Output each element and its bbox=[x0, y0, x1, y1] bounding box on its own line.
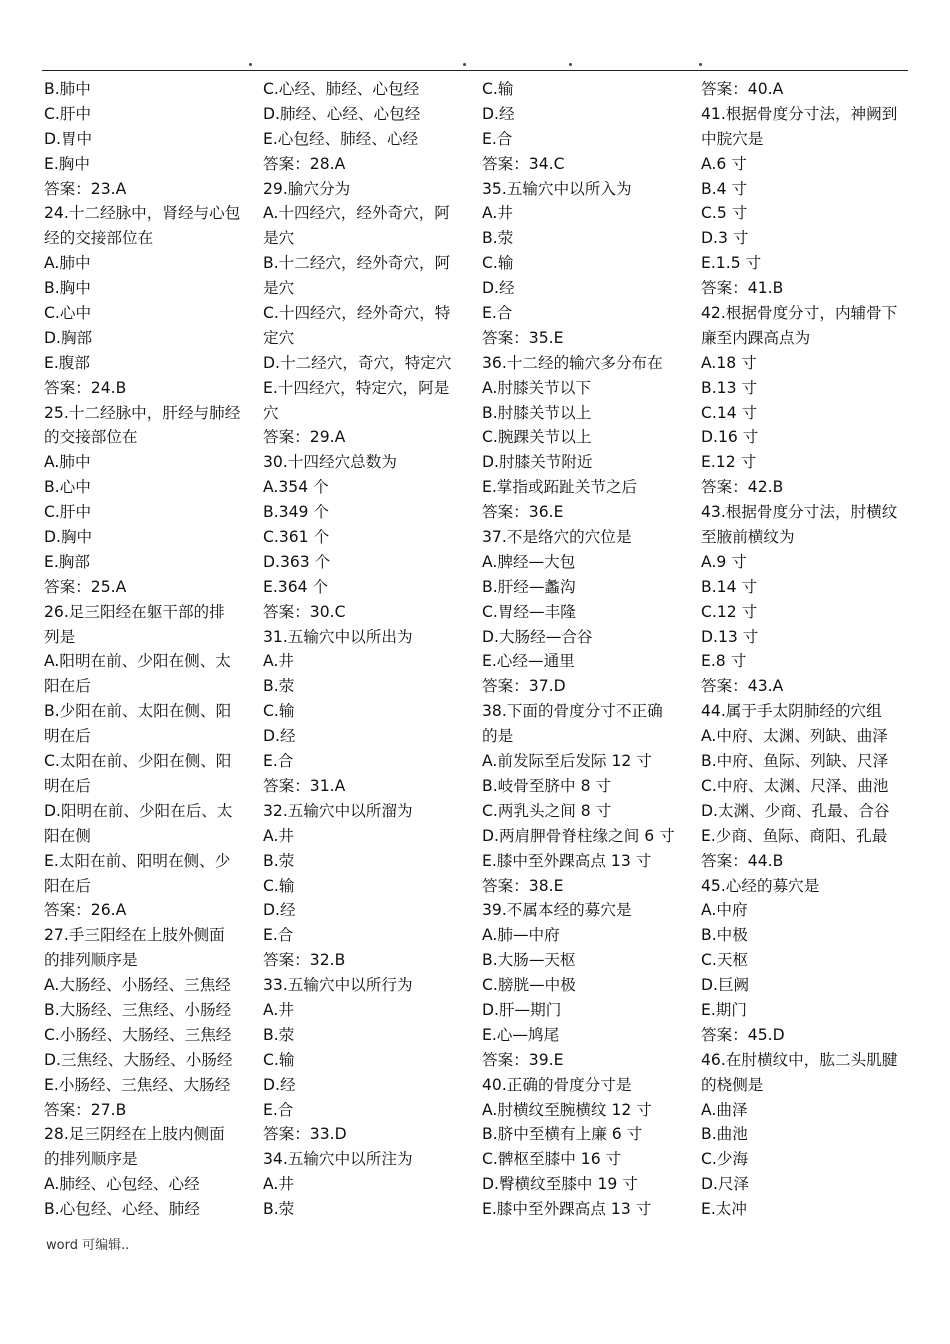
text-line: 44.属于手太阴肺经的穴组 bbox=[701, 702, 882, 721]
text-line: 答案：41.B bbox=[701, 279, 784, 298]
text-line: A.9 寸 bbox=[701, 552, 747, 571]
text-line: B.荥 bbox=[263, 851, 295, 870]
text-line: 答案：32.B bbox=[263, 951, 346, 970]
text-line: D.臀横纹至膝中 19 寸 bbox=[482, 1175, 638, 1194]
text-line: B.岐骨至脐中 8 寸 bbox=[482, 776, 612, 795]
text-line: B.14 寸 bbox=[701, 577, 758, 596]
header-dot bbox=[699, 63, 702, 66]
text-line: E.合 bbox=[482, 129, 513, 148]
page-footer: word 可编辑.. bbox=[46, 1238, 130, 1253]
text-line: D.经 bbox=[482, 104, 515, 123]
text-line: E.十四经穴，特定穴，阿是 bbox=[263, 378, 450, 397]
text-line: E.胸部 bbox=[44, 552, 90, 571]
text-line: E.掌指或跖趾关节之后 bbox=[482, 478, 638, 497]
text-line: B.荥 bbox=[263, 1200, 295, 1219]
text-line: D.胸部 bbox=[44, 328, 93, 347]
header-rule bbox=[42, 70, 908, 71]
text-line: D.经 bbox=[263, 727, 296, 746]
text-line: A.井 bbox=[263, 652, 294, 671]
text-line: C.太阳在前、少阳在侧、阳 bbox=[44, 752, 232, 771]
text-line: B.心中 bbox=[44, 478, 91, 497]
text-line: B.大肠—天枢 bbox=[482, 951, 576, 970]
text-line: C.心经、肺经、心包经 bbox=[263, 80, 420, 98]
text-line: D.经 bbox=[263, 901, 296, 920]
text-line: 的是 bbox=[482, 727, 514, 746]
text-line: D.363 个 bbox=[263, 552, 331, 571]
text-line: B.4 寸 bbox=[701, 179, 748, 198]
text-line: 阳在后 bbox=[44, 876, 91, 895]
text-line: 明在后 bbox=[44, 776, 91, 795]
text-line: C.膀胱—中极 bbox=[482, 976, 576, 995]
text-line: 24.十二经脉中，肾经与心包 bbox=[44, 204, 241, 223]
text-line: C.肝中 bbox=[44, 104, 92, 123]
text-line: A.曲泽 bbox=[701, 1100, 748, 1119]
text-line: B.中府、鱼际、列缺、尺泽 bbox=[701, 752, 889, 771]
text-line: B.中极 bbox=[701, 926, 748, 945]
page-columns bbox=[44, 77, 910, 1222]
text-line: B.心包经、心经、肺经 bbox=[44, 1200, 200, 1219]
text-line: D.16 寸 bbox=[701, 428, 759, 447]
text-line: C.胃经—丰隆 bbox=[482, 602, 576, 621]
text-line: 阳在后 bbox=[44, 677, 91, 696]
text-line: B.大肠经、三焦经、小肠经 bbox=[44, 1000, 232, 1019]
text-line: B.少阳在前、太阳在侧、阳 bbox=[44, 702, 232, 721]
text-line: A.中府 bbox=[701, 901, 748, 920]
text-line: 32.五输穴中以所溜为 bbox=[263, 801, 413, 820]
text-line: 35.五输穴中以所入为 bbox=[482, 179, 632, 198]
text-line: 穴 bbox=[263, 403, 279, 422]
text-line: 答案：33.D bbox=[263, 1125, 347, 1144]
text-line: 至腋前横纹为 bbox=[701, 528, 795, 547]
text-line: A.前发际至后发际 12 寸 bbox=[482, 752, 652, 771]
text-line: C.12 寸 bbox=[701, 602, 758, 621]
text-line: 答案：36.E bbox=[482, 503, 564, 522]
text-line: C.输 bbox=[263, 702, 295, 721]
text-line: C.输 bbox=[263, 1050, 295, 1069]
text-line: 定穴 bbox=[263, 328, 295, 347]
text-line: C.少海 bbox=[701, 1150, 749, 1169]
text-line: A.肺中 bbox=[44, 254, 91, 273]
text-line: 明在后 bbox=[44, 727, 91, 746]
text-line: B.曲池 bbox=[701, 1125, 748, 1144]
text-line: 是穴 bbox=[263, 229, 295, 248]
text-line: E.12 寸 bbox=[701, 453, 757, 472]
text-line: E.腹部 bbox=[44, 353, 90, 372]
text-line: A.肘横纹至腕横纹 12 寸 bbox=[482, 1100, 652, 1119]
column-2 bbox=[263, 77, 482, 1222]
text-line: B.脐中至横有上廉 6 寸 bbox=[482, 1125, 643, 1144]
text-line: 答案：23.A bbox=[44, 179, 127, 198]
text-line: 31.五输穴中以所出为 bbox=[263, 627, 413, 646]
text-line: C.十四经穴，经外奇穴，特 bbox=[263, 304, 451, 323]
text-line: E.心—鸠尾 bbox=[482, 1025, 560, 1044]
text-line: D.太渊、少商、孔最、合谷 bbox=[701, 801, 890, 820]
text-line: C.输 bbox=[263, 876, 295, 895]
text-line: A.18 寸 bbox=[701, 353, 757, 372]
text-line: 的排列顺序是 bbox=[44, 1150, 138, 1169]
text-line: B.肺中 bbox=[44, 80, 91, 98]
text-line: C.腕踝关节以上 bbox=[482, 428, 592, 447]
text-line: 的桡侧是 bbox=[701, 1075, 764, 1094]
header-dot bbox=[249, 63, 252, 66]
text-line: A.井 bbox=[263, 826, 294, 845]
text-line: C.输 bbox=[482, 80, 514, 98]
text-line: 37.不是络穴的穴位是 bbox=[482, 528, 632, 547]
text-line: A.6 寸 bbox=[701, 154, 747, 173]
text-line: C.肝中 bbox=[44, 503, 92, 522]
text-line: 答案：35.E bbox=[482, 328, 564, 347]
text-line: 答案：28.A bbox=[263, 154, 346, 173]
text-line: A.大肠经、小肠经、三焦经 bbox=[44, 976, 231, 995]
text-line: C.髀枢至膝中 16 寸 bbox=[482, 1150, 622, 1169]
text-line: B.十二经穴，经外奇穴，阿 bbox=[263, 254, 451, 273]
text-line: 34.五输穴中以所注为 bbox=[263, 1150, 413, 1169]
text-line: E.合 bbox=[263, 1100, 294, 1119]
text-line: E.膝中至外踝高点 13 寸 bbox=[482, 851, 652, 870]
text-line: A.井 bbox=[263, 1000, 294, 1019]
text-line: D.阳明在前、少阳在后、太 bbox=[44, 801, 233, 820]
text-line: D.胸中 bbox=[44, 528, 93, 547]
text-line: E.合 bbox=[263, 752, 294, 771]
text-line: B.349 个 bbox=[263, 503, 329, 522]
text-line: 33.五输穴中以所行为 bbox=[263, 976, 413, 995]
text-line: B.荥 bbox=[263, 677, 295, 696]
text-line: 45.心经的募穴是 bbox=[701, 876, 820, 895]
text-line: A.阳明在前、少阳在侧、太 bbox=[44, 652, 231, 671]
text-line: C.心中 bbox=[44, 304, 92, 323]
column-4 bbox=[701, 77, 920, 1222]
text-line: B.肘膝关节以上 bbox=[482, 403, 592, 422]
text-line: D.13 寸 bbox=[701, 627, 759, 646]
text-line: 26.足三阳经在躯干部的排 bbox=[44, 602, 225, 621]
text-line: E.心经—通里 bbox=[482, 652, 575, 671]
text-line: E.8 寸 bbox=[701, 652, 747, 671]
header-dot bbox=[463, 63, 466, 66]
header-dot bbox=[569, 63, 572, 66]
text-line: A.井 bbox=[263, 1175, 294, 1194]
text-line: 答案：25.A bbox=[44, 577, 127, 596]
text-line: A.井 bbox=[482, 204, 513, 223]
text-line: D.两肩胛骨脊柱缘之间 6 寸 bbox=[482, 826, 675, 845]
text-line: C.中府、太渊、尺泽、曲池 bbox=[701, 776, 889, 795]
text-line: C.天枢 bbox=[701, 951, 749, 970]
column-3 bbox=[482, 77, 701, 1222]
text-line: D.三焦经、大肠经、小肠经 bbox=[44, 1050, 233, 1069]
text-line: 答案：31.A bbox=[263, 776, 346, 795]
text-line: 27.手三阳经在上肢外侧面 bbox=[44, 926, 225, 945]
text-line: A.肺经、心包经、心经 bbox=[44, 1175, 200, 1194]
text-line: 的交接部位在 bbox=[44, 428, 138, 447]
text-line: A.十四经穴，经外奇穴，阿 bbox=[263, 204, 450, 223]
text-line: 29.腧穴分为 bbox=[263, 179, 351, 198]
text-line: 30.十四经穴总数为 bbox=[263, 453, 397, 472]
text-line: 答案：34.C bbox=[482, 154, 565, 173]
text-line: B.荥 bbox=[263, 1025, 295, 1044]
text-line: E.太阳在前、阳明在侧、少 bbox=[44, 851, 231, 870]
text-line: 中脘穴是 bbox=[701, 129, 764, 148]
text-line: C.两乳头之间 8 寸 bbox=[482, 801, 612, 820]
text-line: E.心包经、肺经、心经 bbox=[263, 129, 419, 148]
text-line: 阳在侧 bbox=[44, 826, 91, 845]
text-line: C.小肠经、大肠经、三焦经 bbox=[44, 1025, 232, 1044]
text-line: 39.不属本经的募穴是 bbox=[482, 901, 632, 920]
text-line: 答案：24.B bbox=[44, 378, 127, 397]
text-line: D.3 寸 bbox=[701, 229, 749, 248]
text-line: 36.十二经的输穴多分布在 bbox=[482, 353, 663, 372]
text-line: A.肺—中府 bbox=[482, 926, 560, 945]
text-line: E.膝中至外踝高点 13 寸 bbox=[482, 1200, 652, 1219]
text-line: E.期门 bbox=[701, 1000, 747, 1019]
text-line: A.肘膝关节以下 bbox=[482, 378, 591, 397]
text-line: B.13 寸 bbox=[701, 378, 758, 397]
text-line: 25.十二经脉中，肝经与肺经 bbox=[44, 403, 241, 422]
text-line: 答案：44.B bbox=[701, 851, 784, 870]
text-line: 28.足三阴经在上肢内侧面 bbox=[44, 1125, 225, 1144]
text-line: B.肝经—蠡沟 bbox=[482, 577, 576, 596]
text-line: 列是 bbox=[44, 627, 76, 646]
text-line: E.胸中 bbox=[44, 154, 90, 173]
text-line: A.中府、太渊、列缺、曲泽 bbox=[701, 727, 888, 746]
text-line: D.大肠经—合谷 bbox=[482, 627, 593, 646]
text-line: E.1.5 寸 bbox=[701, 254, 762, 273]
text-line: E.合 bbox=[263, 926, 294, 945]
text-line: D.经 bbox=[263, 1075, 296, 1094]
text-line: D.肝—期门 bbox=[482, 1000, 562, 1019]
text-line: 的排列顺序是 bbox=[44, 951, 138, 970]
text-line: 答案：26.A bbox=[44, 901, 127, 920]
text-line: 42.根据骨度分寸，内辅骨下 bbox=[701, 304, 898, 323]
text-line: E.太冲 bbox=[701, 1200, 747, 1219]
text-line: 是穴 bbox=[263, 279, 295, 298]
column-1 bbox=[44, 77, 263, 1222]
text-line: 答案：39.E bbox=[482, 1050, 564, 1069]
text-line: 答案：43.A bbox=[701, 677, 784, 696]
text-line: 答案：38.E bbox=[482, 876, 564, 895]
text-line: 43.根据骨度分寸法，肘横纹 bbox=[701, 503, 898, 522]
text-line: 答案：40.A bbox=[701, 80, 784, 98]
text-line: E.少商、鱼际、商阳、孔最 bbox=[701, 826, 888, 845]
text-line: 41.根据骨度分寸法，神阙到 bbox=[701, 104, 898, 123]
text-line: D.巨阙 bbox=[701, 976, 750, 995]
text-line: C.14 寸 bbox=[701, 403, 758, 422]
text-line: C.5 寸 bbox=[701, 204, 748, 223]
text-line: A.脾经—大包 bbox=[482, 552, 576, 571]
text-line: 答案：29.A bbox=[263, 428, 346, 447]
text-line: E.364 个 bbox=[263, 577, 329, 596]
text-line: B.胸中 bbox=[44, 279, 91, 298]
text-line: C.输 bbox=[482, 254, 514, 273]
text-line: D.十二经穴，奇穴，特定穴 bbox=[263, 353, 452, 372]
text-line: 答案：27.B bbox=[44, 1100, 127, 1119]
text-line: D.经 bbox=[482, 279, 515, 298]
text-line: D.肺经、心经、心包经 bbox=[263, 104, 421, 123]
text-line: 38.下面的骨度分寸不正确 bbox=[482, 702, 663, 721]
text-line: A.354 个 bbox=[263, 478, 329, 497]
text-line: 46.在肘横纹中，肱二头肌腱 bbox=[701, 1050, 898, 1069]
text-line: E.小肠经、三焦经、大肠经 bbox=[44, 1075, 231, 1094]
text-line: 廉至内踝高点为 bbox=[701, 328, 811, 347]
text-line: E.合 bbox=[482, 304, 513, 323]
text-line: A.肺中 bbox=[44, 453, 91, 472]
text-line: B.荥 bbox=[482, 229, 514, 248]
text-line: 答案：30.C bbox=[263, 602, 346, 621]
text-line: 经的交接部位在 bbox=[44, 229, 154, 248]
text-line: 40.正确的骨度分寸是 bbox=[482, 1075, 632, 1094]
text-line: 答案：42.B bbox=[701, 478, 784, 497]
text-line: D.胃中 bbox=[44, 129, 93, 148]
text-line: 答案：37.D bbox=[482, 677, 566, 696]
text-line: 答案：45.D bbox=[701, 1025, 785, 1044]
text-line: C.361 个 bbox=[263, 528, 330, 547]
text-line: D.肘膝关节附近 bbox=[482, 453, 593, 472]
text-line: D.尺泽 bbox=[701, 1175, 750, 1194]
